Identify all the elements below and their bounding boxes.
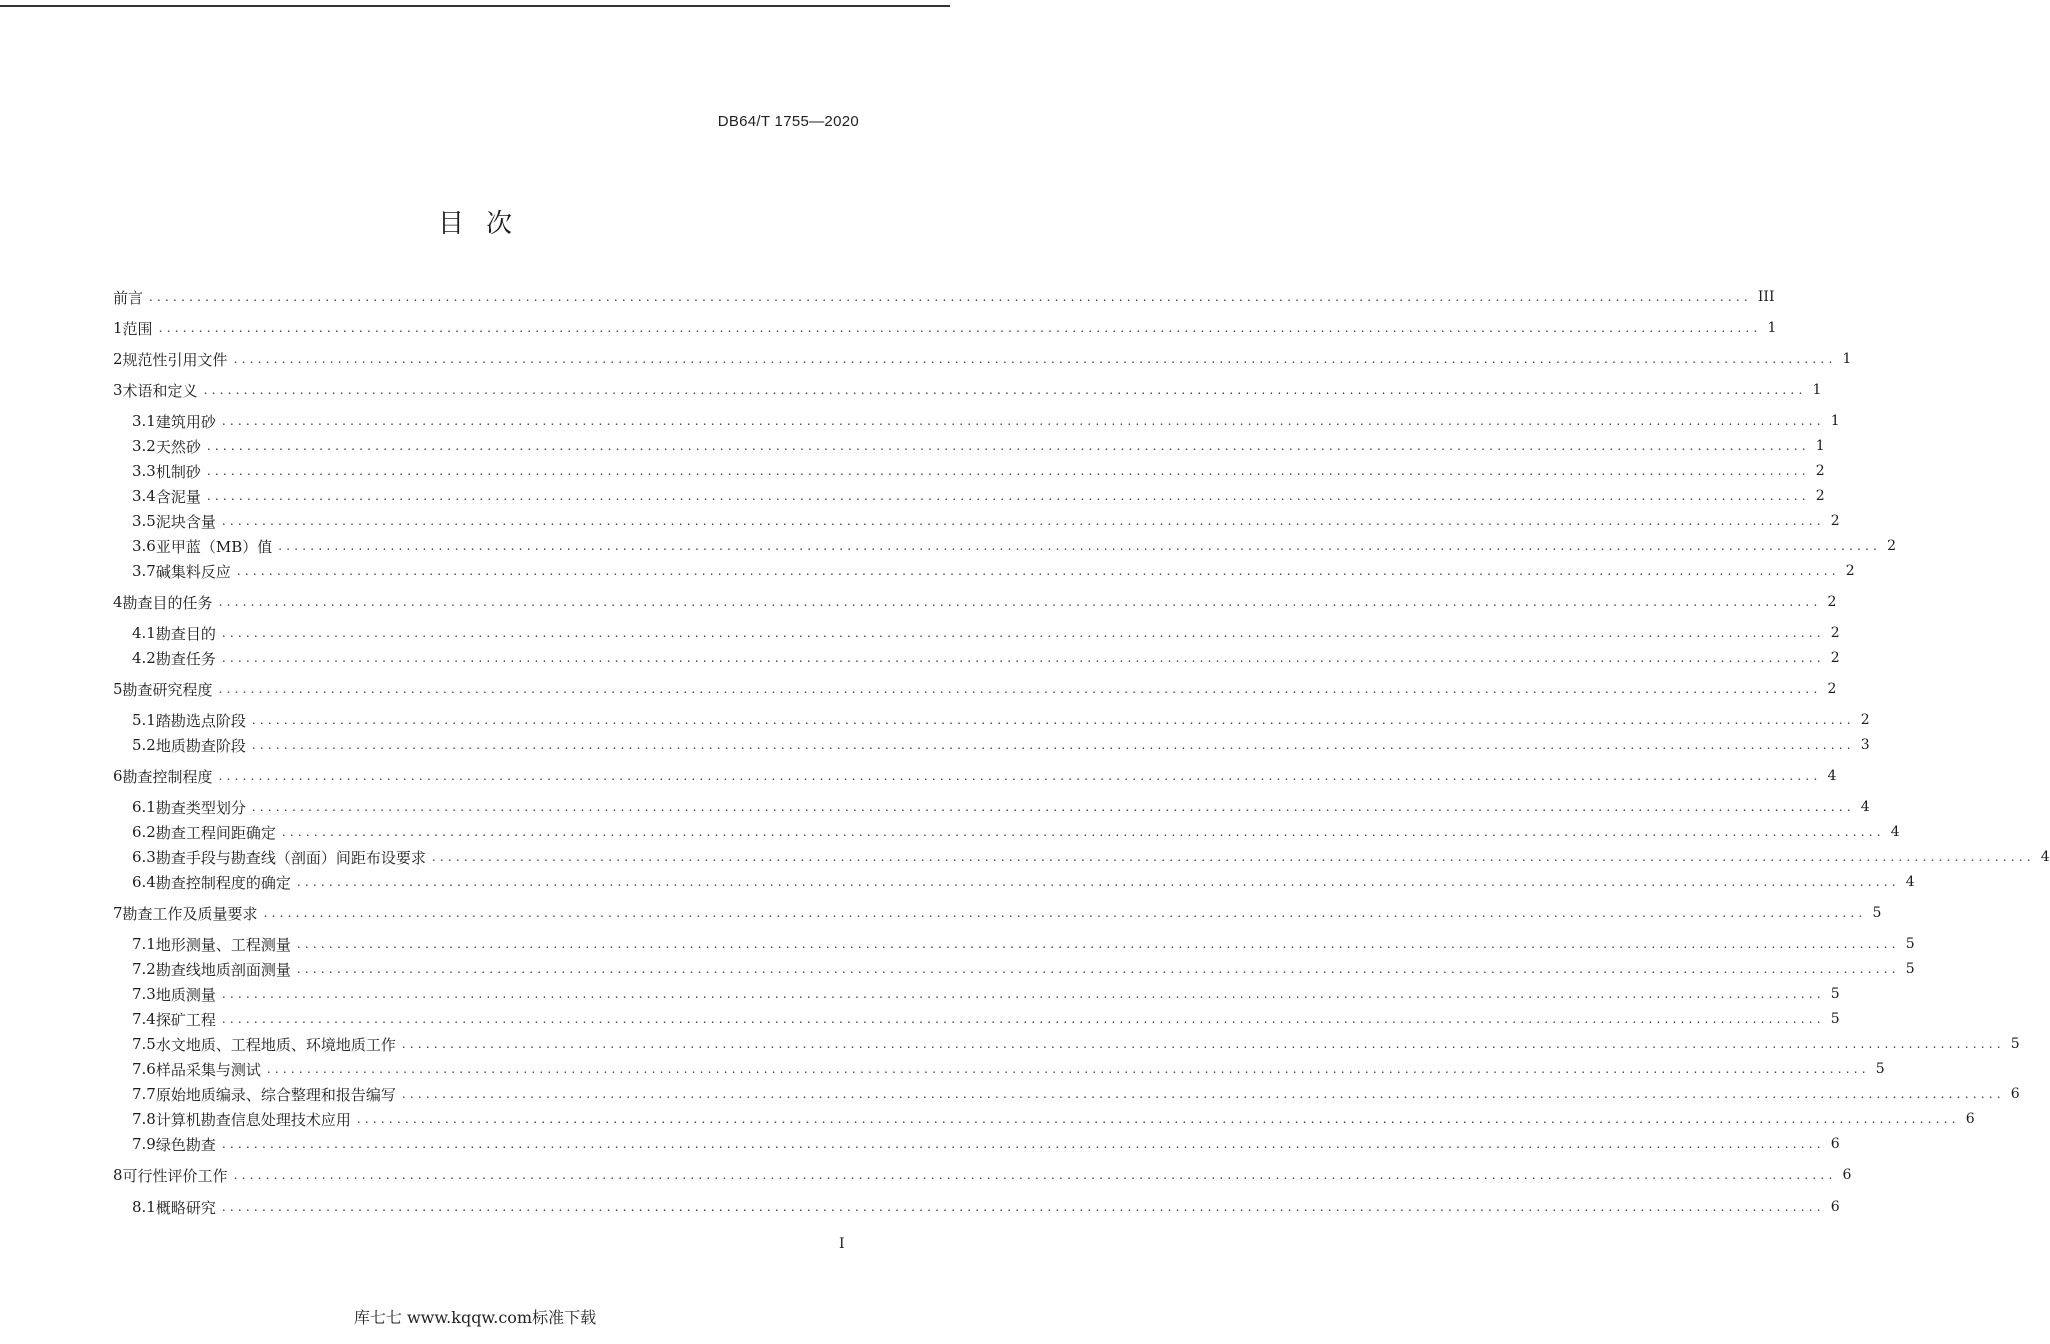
toc-dot-leader: ........................................................................................................................................................................................................ xyxy=(431,850,2035,864)
toc-entry-number: 5 xyxy=(113,680,123,698)
toc-dot-leader: ........................................................................................................................................................................................................ xyxy=(251,738,1855,752)
toc-entry-label: 勘查研究程度 xyxy=(122,680,213,699)
toc-entry-page: 1 xyxy=(1767,320,1777,336)
toc-entry-number: 8.1 xyxy=(132,1198,156,1216)
watermark-footer: 库七七 www.kqqw.com标准下载 xyxy=(353,1308,597,1327)
toc-entry-page: 2 xyxy=(1830,650,1840,666)
toc-entry[interactable] xyxy=(132,647,1840,669)
toc-dot-leader: ........................................................................................................................................................................................................ xyxy=(221,1137,1825,1151)
toc-entry[interactable] xyxy=(132,933,1915,955)
toc-entry-page: 1 xyxy=(1815,438,1825,454)
toc-dot-leader: ........................................................................................................................................................................................................ xyxy=(296,937,1900,951)
toc-entry-page: 6 xyxy=(1830,1136,1840,1152)
toc-entry-number: 6.2 xyxy=(132,823,156,841)
toc-entry-label: 勘查控制程度 xyxy=(122,767,213,786)
document-code: DB64/T 1755—2020 xyxy=(717,113,859,130)
toc-dot-leader: ........................................................................................................................................................................................................ xyxy=(401,1037,2005,1051)
toc-entry-number: 8 xyxy=(113,1166,123,1184)
toc-entry-label: 地质测量 xyxy=(155,985,216,1004)
toc-entry-page: 5 xyxy=(1905,961,1915,977)
toc-dot-leader: ........................................................................................................................................................................................................ xyxy=(401,1087,2005,1101)
toc-dot-leader: ........................................................................................................................................................................................................ xyxy=(236,564,1840,578)
toc-entry-number: 7 xyxy=(113,904,123,922)
page-number: I xyxy=(839,1236,845,1252)
toc-entry[interactable] xyxy=(132,435,1825,457)
toc-entry-page: 5 xyxy=(1830,1011,1840,1027)
toc-dot-leader: ........................................................................................................................................................................................................ xyxy=(221,626,1825,640)
toc-entry-number: 4.2 xyxy=(132,649,156,667)
toc-entry[interactable] xyxy=(132,560,1855,582)
toc-entry-page: 2 xyxy=(1827,681,1837,697)
toc-dot-leader: ........................................................................................................................................................................................................ xyxy=(266,1062,1870,1076)
toc-entry[interactable] xyxy=(132,1133,1840,1155)
toc-entry-label: 探矿工程 xyxy=(155,1010,216,1029)
toc-entry-number: 3.3 xyxy=(132,462,156,480)
toc-entry-number: 7.1 xyxy=(132,935,156,953)
toc-entry[interactable] xyxy=(113,765,1837,787)
toc-entry[interactable] xyxy=(132,1083,2020,1105)
toc-entry-number: 6.4 xyxy=(132,873,156,891)
toc-dot-leader: ........................................................................................................................................................................................................ xyxy=(221,414,1825,428)
toc-entry-page: 4 xyxy=(2040,849,2050,865)
toc-entry-label: 泥块含量 xyxy=(155,512,216,531)
toc-entry[interactable] xyxy=(113,379,1822,401)
toc-entry-number: 4.1 xyxy=(132,624,156,642)
toc-entry-number: 4 xyxy=(113,593,123,611)
toc-entry-number: 7.7 xyxy=(132,1085,156,1103)
toc-entry[interactable] xyxy=(132,1033,2020,1055)
toc-dot-leader: ........................................................................................................................................................................................................ xyxy=(278,539,1882,553)
toc-entry-page: 4 xyxy=(1905,874,1915,890)
toc-dot-leader: ........................................................................................................................................................................................................ xyxy=(218,595,1822,609)
toc-entry-page: 6 xyxy=(1830,1199,1840,1215)
toc-entry-page: 2 xyxy=(1830,513,1840,529)
toc-entry[interactable] xyxy=(132,796,1870,818)
toc-entry[interactable] xyxy=(132,410,1840,432)
toc-entry[interactable] xyxy=(132,485,1825,507)
toc-entry-page: 4 xyxy=(1827,768,1837,784)
toc-entry-number: 1 xyxy=(113,319,123,337)
toc-entry-label: 亚甲蓝（MB）值 xyxy=(155,537,273,556)
toc-entry[interactable] xyxy=(132,709,1870,731)
toc-entry-number: 7.9 xyxy=(132,1135,156,1153)
toc-entry-page: 4 xyxy=(1860,799,1870,815)
toc-entry-label: 勘查任务 xyxy=(155,649,216,668)
toc-entry-number: 6.3 xyxy=(132,848,156,866)
toc-dot-leader: ........................................................................................................................................................................................................ xyxy=(251,713,1855,727)
toc-entry-label: 勘查工作及质量要求 xyxy=(122,904,258,923)
toc-entry[interactable] xyxy=(132,1196,1840,1218)
toc-entry-label: 勘查线地质剖面测量 xyxy=(155,960,291,979)
toc-dot-leader: ........................................................................................................................................................................................................ xyxy=(281,825,1885,839)
toc-dot-leader: ........................................................................................................................................................................................................ xyxy=(206,464,1810,478)
toc-entry-label: 概略研究 xyxy=(155,1198,216,1217)
toc-dot-leader: ........................................................................................................................................................................................................ xyxy=(206,439,1810,453)
toc-entry-number: 7.5 xyxy=(132,1035,156,1053)
toc-entry-label: 地质勘查阶段 xyxy=(155,736,246,755)
toc-entry[interactable] xyxy=(132,510,1840,532)
toc-dot-leader: ........................................................................................................................................................................................................ xyxy=(203,383,1807,397)
toc-entry-label: 地形测量、工程测量 xyxy=(155,935,291,954)
toc-entry[interactable] xyxy=(132,958,1915,980)
toc-entry[interactable] xyxy=(113,348,1852,370)
page-title: 目次 xyxy=(437,209,534,239)
toc-dot-leader: ........................................................................................................................................................................................................ xyxy=(296,875,1900,889)
toc-entry[interactable] xyxy=(113,678,1837,700)
toc-entry-label: 计算机勘查信息处理技术应用 xyxy=(155,1110,351,1129)
toc-dot-leader: ........................................................................................................................................................................................................ xyxy=(263,906,1867,920)
toc-entry[interactable] xyxy=(132,622,1840,644)
toc-entry-page: 6 xyxy=(2010,1086,2020,1102)
toc-dot-leader: ........................................................................................................................................................................................................ xyxy=(221,987,1825,1001)
toc-entry-page: 6 xyxy=(1842,1167,1852,1183)
toc-entry-number: 7.2 xyxy=(132,960,156,978)
toc-dot-leader: ........................................................................................................................................................................................................ xyxy=(149,290,1752,304)
toc-entry-page: 5 xyxy=(1872,905,1882,921)
toc-entry-page: 2 xyxy=(1815,463,1825,479)
toc-entry-page: 6 xyxy=(1965,1111,1975,1127)
toc-entry-page: 2 xyxy=(1887,538,1897,554)
toc-dot-leader: ........................................................................................................................................................................................................ xyxy=(221,1012,1825,1026)
toc-entry-page: 1 xyxy=(1842,351,1852,367)
toc-entry[interactable] xyxy=(132,1108,1975,1130)
toc-dot-leader: ........................................................................................................................................................................................................ xyxy=(221,1200,1825,1214)
toc-entry[interactable] xyxy=(113,902,1882,924)
toc-dot-leader: ........................................................................................................................................................................................................ xyxy=(233,1168,1837,1182)
toc-entry[interactable] xyxy=(132,535,1897,557)
toc-entry-number: 7.8 xyxy=(132,1110,156,1128)
toc-entry-label: 勘查手段与勘查线（剖面）间距布设要求 xyxy=(155,848,426,867)
toc-entry-label: 样品采集与测试 xyxy=(155,1060,261,1079)
toc-entry-page: 2 xyxy=(1860,712,1870,728)
toc-entry-label: 勘查工程间距确定 xyxy=(155,823,276,842)
toc-entry-label: 原始地质编录、综合整理和报告编写 xyxy=(155,1085,396,1104)
toc-entry-number: 7.4 xyxy=(132,1010,156,1028)
toc-entry-number: 2 xyxy=(113,350,123,368)
toc-dot-leader: ........................................................................................................................................................................................................ xyxy=(251,800,1855,814)
toc-entry-page: 3 xyxy=(1860,737,1870,753)
toc-entry-label: 天然砂 xyxy=(155,437,201,456)
toc-entry-number: 5.1 xyxy=(132,711,156,729)
toc-entry-page: 5 xyxy=(1830,986,1840,1002)
toc-entry[interactable] xyxy=(132,821,1900,843)
toc-entry[interactable] xyxy=(132,1058,1885,1080)
toc-entry-number: 3.2 xyxy=(132,437,156,455)
toc-entry-label: 可行性评价工作 xyxy=(122,1166,228,1185)
toc-dot-leader: ........................................................................................................................................................................................................ xyxy=(221,514,1825,528)
toc-dot-leader: ........................................................................................................................................................................................................ xyxy=(218,682,1822,696)
toc-entry-number: 7.6 xyxy=(132,1060,156,1078)
toc-dot-leader: ........................................................................................................................................................................................................ xyxy=(233,352,1837,366)
toc-dot-leader: ........................................................................................................................................................................................................ xyxy=(356,1112,1960,1126)
toc-entry-label: 术语和定义 xyxy=(122,381,198,400)
toc-entry[interactable] xyxy=(132,460,1825,482)
toc-entry-page: 5 xyxy=(2010,1036,2020,1052)
toc-entry-label: 勘查控制程度的确定 xyxy=(155,873,291,892)
toc-entry-number: 3.6 xyxy=(132,537,156,555)
toc-entry[interactable] xyxy=(113,591,1837,613)
toc-entry-label: 含泥量 xyxy=(155,487,201,506)
toc-entry-label: 勘查类型划分 xyxy=(155,798,246,817)
toc-entry-label: 前言 xyxy=(113,288,144,307)
toc-entry-label: 水文地质、工程地质、环境地质工作 xyxy=(155,1035,396,1054)
toc-entry[interactable] xyxy=(113,317,1777,339)
toc-entry[interactable] xyxy=(132,1008,1840,1030)
toc-entry-number: 7.3 xyxy=(132,985,156,1003)
toc-entry-number: 3.4 xyxy=(132,487,156,505)
toc-entry-label: 勘查目的任务 xyxy=(122,593,213,612)
toc-entry-number: 5.2 xyxy=(132,736,156,754)
toc-entry-page: 2 xyxy=(1845,563,1855,579)
toc-entry-label: 踏勘选点阶段 xyxy=(155,711,246,730)
toc-entry-label: 碱集料反应 xyxy=(155,562,231,581)
toc-entry-label: 规范性引用文件 xyxy=(122,350,228,369)
toc-entry-label: 建筑用砂 xyxy=(155,412,216,431)
toc-entry-label: 机制砂 xyxy=(155,462,201,481)
toc-entry-number: 3.7 xyxy=(132,562,156,580)
toc-entry[interactable] xyxy=(113,286,1775,308)
toc-entry-label: 勘查目的 xyxy=(155,624,216,643)
toc-entry-number: 6.1 xyxy=(132,798,156,816)
toc-entry-page: 1 xyxy=(1830,413,1840,429)
toc-entry-label: 范围 xyxy=(122,319,153,338)
toc-entry-label: 绿色勘查 xyxy=(155,1135,216,1154)
toc-entry[interactable] xyxy=(132,983,1840,1005)
toc-dot-leader: ........................................................................................................................................................................................................ xyxy=(158,321,1762,335)
toc-entry-page: 5 xyxy=(1905,936,1915,952)
toc-entry-number: 3.1 xyxy=(132,412,156,430)
toc-entry-page: 1 xyxy=(1812,382,1822,398)
toc-entry-page: 2 xyxy=(1815,488,1825,504)
toc-entry-number: 3.5 xyxy=(132,512,156,530)
toc-entry-page: 4 xyxy=(1890,824,1900,840)
toc-entry-page: 5 xyxy=(1875,1061,1885,1077)
toc-dot-leader: ........................................................................................................................................................................................................ xyxy=(206,489,1810,503)
toc-entry[interactable] xyxy=(113,1164,1852,1186)
toc-entry-page: 2 xyxy=(1830,625,1840,641)
toc-entry[interactable] xyxy=(132,734,1870,756)
toc-entry-page: 2 xyxy=(1827,594,1837,610)
toc-dot-leader: ........................................................................................................................................................................................................ xyxy=(221,651,1825,665)
toc-dot-leader: ........................................................................................................................................................................................................ xyxy=(218,769,1822,783)
toc-entry[interactable] xyxy=(132,846,2050,868)
toc-entry-number: 6 xyxy=(113,767,123,785)
toc-entry-number: 3 xyxy=(113,381,123,399)
toc-entry-page: III xyxy=(1757,289,1775,305)
toc-dot-leader: ........................................................................................................................................................................................................ xyxy=(296,962,1900,976)
toc-entry[interactable] xyxy=(132,871,1915,893)
top-rule xyxy=(0,5,950,7)
